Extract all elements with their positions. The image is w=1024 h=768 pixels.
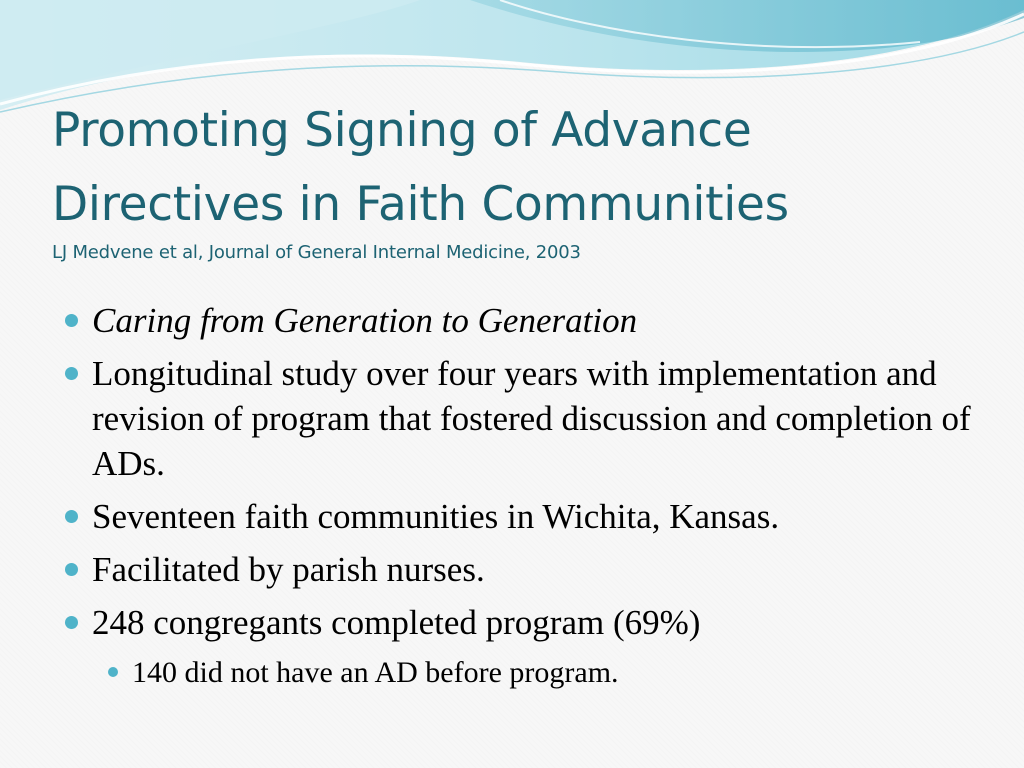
sub-bullet-dot-icon [108, 667, 118, 677]
slide-subtitle-citation: LJ Medvene et al, Journal of General Internal Medicine, 2003 [52, 242, 581, 263]
bullet-text: Longitudinal study over four years with implementation and revision of program that fostered discussion and completion of ADs. [92, 354, 971, 483]
bullet-text: Seventeen faith communities in Wichita, Kansas. [92, 497, 780, 536]
bullet-list [56, 298, 976, 693]
bullet-text: 248 congregants completed program (69%) [92, 603, 701, 642]
bullet-dot-icon [65, 314, 78, 327]
bullet-item [56, 494, 976, 539]
bullet-dot-icon [65, 367, 78, 380]
sub-bullet-item [56, 653, 976, 693]
bullet-dot-icon [65, 616, 78, 629]
bullet-dot-icon [65, 510, 78, 523]
bullet-dot-icon [65, 563, 78, 576]
slide-title: Promoting Signing of Advance Directives in Faith Communities [52, 103, 789, 232]
bullet-item [56, 351, 976, 486]
bullet-item [56, 600, 976, 645]
bullet-text: Caring from Generation to Generation [92, 301, 638, 340]
sub-bullet-text: 140 did not have an AD before program. [132, 656, 619, 689]
bullet-item [56, 547, 976, 592]
bullet-item [56, 298, 976, 343]
bullet-text: Facilitated by parish nurses. [92, 550, 485, 589]
